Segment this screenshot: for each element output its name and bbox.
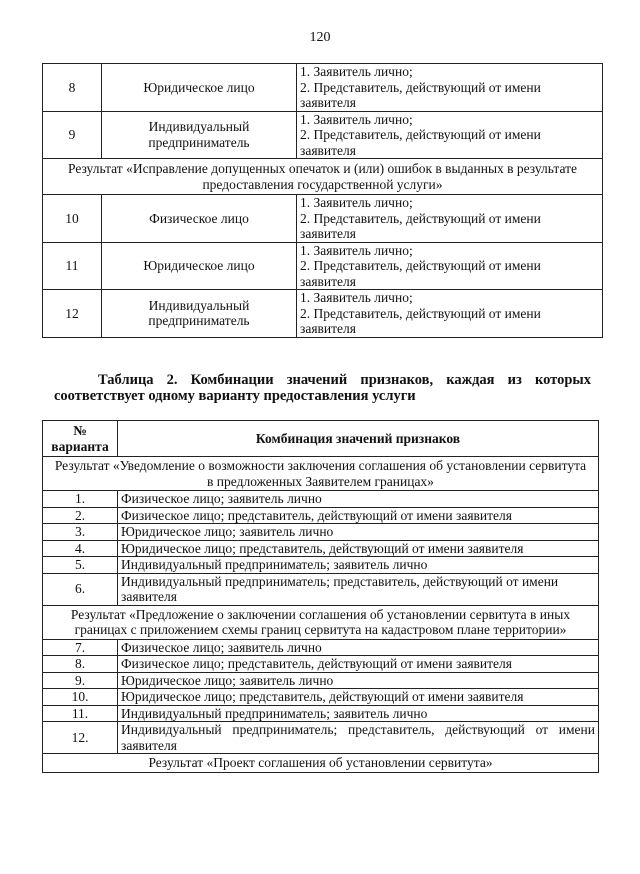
variant-row — [43, 64, 603, 112]
variant-row — [43, 111, 603, 159]
variant-number: 12. — [43, 722, 118, 754]
variant-row — [43, 242, 603, 290]
mode-line-1: 1. Заявитель лично; — [300, 64, 413, 79]
applicant-mode — [297, 195, 603, 243]
result-row — [43, 457, 599, 491]
row-number: 9 — [43, 111, 102, 159]
mode-line-1: 1. Заявитель лично; — [300, 242, 413, 258]
combination-text: Индивидуальный предприниматель; заявитель лично — [118, 557, 599, 574]
combination-row — [43, 639, 599, 656]
mode-line-2: 2. Представитель, действующий от имени заявителя — [300, 210, 541, 241]
attribute-combinations-table — [42, 420, 599, 773]
variant-number: 8. — [43, 656, 118, 673]
combination-row — [43, 656, 599, 673]
variant-number: 4. — [43, 540, 118, 557]
table-2-caption — [54, 372, 591, 404]
combination-text: Юридическое лицо; представитель, действующий от имени заявителя — [118, 540, 599, 557]
combination-text: Юридическое лицо; представитель, действующий от имени заявителя — [118, 689, 599, 706]
variant-row — [43, 195, 603, 243]
variant-number: 2. — [43, 507, 118, 524]
variant-number: 7. — [43, 639, 118, 656]
combination-row — [43, 540, 599, 557]
combination-row — [43, 557, 599, 574]
variant-number: 11. — [43, 705, 118, 722]
combination-row — [43, 573, 599, 605]
mode-line-1: 1. Заявитель лично; — [300, 290, 413, 305]
page-number: 120 — [309, 30, 331, 45]
applicant-type: Юридическое лицо — [102, 242, 297, 290]
applicant-type: Физическое лицо — [102, 195, 297, 243]
combination-text: Физическое лицо; представитель, действующий от имени заявителя — [118, 656, 599, 673]
caption-line-1: Таблица 2. Комбинации значений признаков, каждая из которых — [98, 372, 591, 388]
applicant-mode — [297, 64, 603, 112]
combination-row — [43, 524, 599, 541]
applicant-variants-table — [42, 63, 603, 338]
mode-line-2: 2. Представитель, действующий от имени заявителя — [300, 79, 541, 110]
combination-row — [43, 722, 599, 754]
row-number: 12 — [43, 290, 102, 338]
variant-number: 5. — [43, 557, 118, 574]
combination-text: Физическое лицо; заявитель лично — [118, 491, 599, 508]
mode-line-2: 2. Представитель, действующий от имени заявителя — [300, 127, 541, 158]
variant-row — [43, 290, 603, 338]
header-variant-number: № варианта — [43, 421, 118, 457]
result-text: Результат «Проект соглашения об установлении сервитута» — [43, 754, 599, 773]
applicant-type: Юридическое лицо — [102, 64, 297, 112]
mode-line-1: 1. Заявитель лично; — [300, 195, 413, 210]
variant-number: 3. — [43, 524, 118, 541]
result-row — [43, 159, 603, 195]
combination-row — [43, 689, 599, 706]
row-number: 11 — [43, 242, 102, 290]
row-number: 8 — [43, 64, 102, 112]
result-text: Результат «Исправление допущенных опечаток и (или) ошибок в выданных в результате предоставления государственной услуги» — [43, 159, 603, 195]
mode-line-2: 2. Представитель, действующий от имени заявителя — [300, 258, 541, 289]
caption-line-2: соответствует одному варианту предоставления услуги — [54, 388, 416, 404]
combination-text: Юридическое лицо; заявитель лично — [118, 524, 599, 541]
applicant-type: Индивидуальный предприниматель — [102, 111, 297, 159]
mode-line-2: 2. Представитель, действующий от имени заявителя — [300, 305, 541, 336]
variant-number: 10. — [43, 689, 118, 706]
result-text: Результат «Предложение о заключении соглашения об установлении сервитута в иных границах с приложением схемы границ сервитута на кадастровом плане территории» — [43, 605, 599, 639]
header-combination: Комбинация значений признаков — [118, 421, 599, 457]
combination-text: Индивидуальный предприниматель; представитель, действующий от имени заявителя — [118, 722, 599, 754]
combination-text: Юридическое лицо; заявитель лично — [118, 672, 599, 689]
row-number: 10 — [43, 195, 102, 243]
applicant-mode — [297, 290, 603, 338]
applicant-type: Индивидуальный предприниматель — [102, 290, 297, 338]
variant-number: 9. — [43, 672, 118, 689]
combination-row — [43, 672, 599, 689]
combination-row — [43, 705, 599, 722]
result-row — [43, 754, 599, 773]
combination-row — [43, 507, 599, 524]
variant-number: 6. — [43, 573, 118, 605]
mode-line-1: 1. Заявитель лично; — [300, 111, 413, 127]
combination-text: Индивидуальный предприниматель; заявитель лично — [118, 705, 599, 722]
table-header-row — [43, 421, 599, 457]
applicant-mode — [297, 111, 603, 159]
combination-text: Физическое лицо; заявитель лично — [118, 639, 599, 656]
result-row — [43, 605, 599, 639]
result-text: Результат «Уведомление о возможности заключения соглашения об установлении сервитута в предложенных Заявителем границах» — [43, 457, 599, 491]
applicant-mode — [297, 242, 603, 290]
combination-text: Индивидуальный предприниматель; представитель, действующий от имени заявителя — [118, 573, 599, 605]
variant-number: 1. — [43, 491, 118, 508]
combination-row — [43, 491, 599, 508]
combination-text: Физическое лицо; представитель, действующий от имени заявителя — [118, 507, 599, 524]
